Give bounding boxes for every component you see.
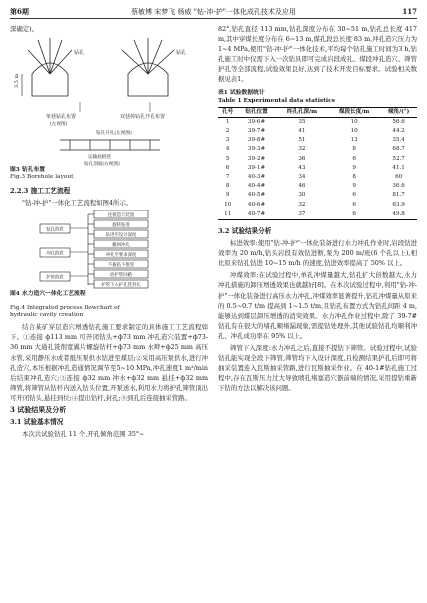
table-cell: 60 [395, 173, 403, 180]
fig4-caption-en-2: hydraulic cavity creation [10, 312, 84, 319]
col-header: 倾角/(°) [380, 107, 417, 117]
table-row [218, 155, 417, 164]
table-cell: 41.1 [392, 164, 405, 171]
bottom-label-section: 钻孔剖面(右视图) [84, 162, 120, 167]
table-cell: 10 [350, 127, 358, 134]
table-cell: 3 [225, 137, 230, 144]
col-header: 终孔孔深/m [276, 107, 328, 117]
label-hole-left: 钻孔 [74, 50, 85, 57]
table-cell: 36 [298, 155, 306, 162]
table-cell: 56.6 [392, 118, 405, 125]
experimental-data-table [218, 107, 417, 220]
borehole-layout-diagram [10, 36, 208, 166]
table-cell: 51 [298, 137, 306, 144]
table-cell: 6 [352, 192, 356, 199]
flow-step: 撤回冲孔 [112, 243, 130, 249]
figure-3 [10, 36, 208, 184]
table-cell: 39-3# [247, 146, 266, 153]
table-cell: 39-8# [247, 137, 266, 144]
running-header [10, 6, 417, 19]
issue-number: 第6期 [10, 7, 29, 16]
table-cell: 46 [298, 183, 306, 190]
fig4-caption-en-1: Fig.4 Integrated process flowchart of [10, 305, 120, 312]
table-cell: 35.4 [392, 137, 405, 144]
table-cell: 8 [352, 173, 356, 180]
table-cell: 39-6# [247, 118, 266, 125]
table-cell: 35 [298, 118, 306, 125]
table-cell: 10 [224, 201, 232, 208]
label-hole-right: 钻孔 [176, 50, 187, 57]
bottom-label-roadway: 运输底板巷 [88, 155, 111, 161]
right-column [218, 24, 417, 396]
table-cell: 52.7 [392, 155, 405, 162]
flow-step: 钻进至设计深度 [105, 233, 137, 239]
flow-intro: "钻-冲-护"一体化工艺流程如图4所示。 [22, 199, 133, 208]
table-cell: 39-7# [247, 127, 266, 134]
running-title: 蔡敏博 宋梦飞 杨威 "钻-冲-护"一体化成孔技术及应用 [131, 8, 296, 16]
table-cell: 30 [298, 192, 306, 199]
flow-step: 连接造穴装置 [107, 213, 135, 219]
flow-step: 护管下入护孔管封孔 [101, 283, 141, 289]
fig3-caption-en: Fig.3 Borehole layout [10, 174, 74, 181]
col-header: 钻孔位置 [237, 107, 276, 117]
table-cell: 32 [298, 201, 306, 208]
table-cell: 37 [276, 210, 328, 220]
section-2-2-3: 2.2.3 施工工艺流程 [10, 187, 71, 196]
table-cell: 68.7 [392, 146, 405, 153]
left-tunnel [28, 38, 72, 96]
continued-paragraph: 82°,钻孔直径 113 mm,钻孔深度分布在 30~51 m,钻孔总长度 417 m,其中穿煤长度分布在 6~13 m,煤孔段总长度 83 m,冲孔造穴压力为 1~4 MPa,使用"钻-冲-护"一体化技术,平均每个钻孔施工时间为3 h,钻孔施工时中仅需下入一次钻具即可完成岩段成孔、煤段冲孔造穴、筛管护孔等全部流程,试验效果良好,达到了技术开发目标要求。试验相关数据见表1。 [218, 25, 417, 84]
table-body [218, 117, 417, 219]
table-cell: 6 [225, 164, 230, 171]
drilling-efficiency-paragraph: 标进效率:使用"钻-冲-护"一体化装备进行水力冲孔作业时,岩段钻进效率为 20 m/h,钻头岩段有效钻进断,泵为 200 m/班(6 个孔以上),相比原来钻孔钻进 10~15 m/h 的速度,钻进效率提高了 50% 以上。 [218, 239, 417, 268]
table-cell: 40-5# [247, 192, 266, 199]
scale-label: 3.5 m [14, 73, 20, 89]
section-3-1-heading: 3.1 试验基本情况 [10, 418, 64, 427]
callout-single-tunnel: 单巷钻孔布置 [46, 114, 77, 121]
table-cell: 63.9 [392, 201, 405, 208]
table1-caption-en: Table 1 Experimental data statistics [218, 97, 335, 104]
table-row [218, 210, 417, 220]
table-cell: 32 [298, 146, 306, 153]
col-header: 煤段长度/m [328, 107, 380, 117]
group-casing: 护管阶段 [46, 275, 64, 281]
table-cell: 41 [298, 127, 306, 134]
table-row [218, 164, 417, 173]
left-column [10, 24, 208, 441]
hole-opening-label: 钻孔开孔(左视图) [96, 131, 132, 137]
table-row [218, 136, 417, 145]
table-cell: 81.7 [392, 192, 405, 199]
fig3-caption-cn: 图3 钻孔布置 [10, 167, 46, 174]
table-row [218, 173, 417, 182]
callout-double-tunnel: 双巷掉钻孔开孔布置 [120, 114, 166, 121]
table-cell: 5 [225, 155, 230, 162]
col-header: 孔号 [218, 107, 237, 117]
table-row [218, 145, 417, 154]
flow-step: 冲孔至要求深度 [105, 253, 137, 259]
page-number: 117 [402, 7, 417, 16]
table-cell: 39-2# [247, 155, 266, 162]
table-row [218, 127, 417, 136]
flow-step: 放护管回路 [110, 273, 132, 279]
table-cell: 9 [352, 164, 356, 171]
right-tunnel [122, 38, 174, 96]
flow-step: 旋转钻进 [112, 223, 130, 229]
callout-left-view: (左视图) [50, 122, 68, 128]
table-cell: 11 [218, 210, 237, 220]
table-cell: 36.6 [392, 183, 405, 190]
section-3-heading: 3 试验结果及分析 [10, 405, 67, 415]
table-row [218, 201, 417, 210]
section-3-2-heading: 3.2 试验结果分析 [218, 227, 272, 235]
table-cell: 9 [352, 183, 356, 190]
table-cell: 8 [352, 146, 356, 153]
table-cell: 49.8 [380, 210, 417, 220]
table1-caption-cn: 表1 试验数据统计 [218, 89, 265, 96]
table-cell: 2 [225, 127, 230, 134]
table-cell: 6 [328, 210, 380, 220]
table-cell: 6 [352, 201, 356, 208]
intro-line: 深确定)。 [10, 25, 39, 33]
table-cell: 40-4# [247, 183, 266, 190]
flow-step: 不拔钻下推管 [107, 263, 135, 269]
section-3-1-paragraph: 本次共试验钻孔 11 个,开孔倾角范围 35°~ [22, 430, 145, 439]
table-cell: 39-1# [247, 164, 266, 171]
table-row [218, 182, 417, 191]
roadway-section [60, 140, 160, 150]
table-cell: 4 [225, 146, 230, 153]
process-paragraph: 结合某矿穿层造穴增透钻孔施工要求制定的具体施工工艺流程如下。①连接 ф113 mm 可开闭钻头+ф73 mm 冲孔造穴装置+ф73-36 mm 大通孔铣削宽翼片螺旋钻杆+ф73 mm 水辫+ф25 mm 高压水管,采用静压水或者抵压泵供水钻进至煤层;②采用高压泵供水,进行冲孔造穴,本压根据冲孔造通情况调节至5~10 MPa,冲孔速度1 m³/min 后结束冲孔造穴;③连接 ф32 mm 冲水+ф32 mm 悬挂+ф32 mm 筛管,将筛管从钻杆内送入钻头位置,开泵送水,利用水力将护孔筛管顶出可开闭钻头,悬挂到位;④提出钻杆,封孔;⑤到孔后连接抽采管路。 [10, 323, 208, 402]
group-flushing: 冲孔阶段 [46, 251, 64, 257]
table-cell: 13 [350, 137, 358, 144]
table-header-row [218, 107, 417, 117]
table-row [218, 117, 417, 127]
table-cell: 40-7# [237, 210, 276, 220]
table-cell: 8 [225, 183, 230, 190]
table-cell: 40-3# [247, 173, 266, 180]
table-cell: 10 [350, 118, 358, 125]
table-cell: 43 [298, 164, 306, 171]
table-cell: 9 [225, 192, 230, 199]
table-cell: 7 [225, 173, 230, 180]
group-drilling: 钻孔阶段 [46, 227, 64, 233]
figure-4 [10, 210, 208, 308]
table-cell: 34 [298, 173, 306, 180]
fig4-caption-cn: 图4 水力造穴一体化工艺流程 [10, 291, 86, 298]
flushing-efficiency-paragraph: 冲煤效率:在试验过程中,单孔冲煤量越大,钻孔扩大倍数越大,水力冲孔措施的卸压增透效果也就越好[8]。在本次试验过程中,利用"钻-冲-护"一体化装备进行高压水力冲孔,冲煤效率显著提升,钻孔冲煤量从原来的 0.5~0.7 t/m 提高到 1~1.5 t/m,且钻孔布置方式为钻孔间距 4 m,能够达到煤层卸压增透的消突效果。水力冲孔作业过程中,除了 39-7#钻孔有在很大的堵孔顺堵漏现象,需提钻处理外,其他试验钻孔均顺利冲孔、冲孔成功率在 95% 以上。 [218, 271, 417, 340]
process-flowchart [10, 210, 208, 290]
screen-depth-paragraph: 筛管下入深度:水力冲孔之后,直接不提钻下筛管。试验过程中,试验钻孔能实现全段下筛管,筛管均下入设计深度,且检测结果护孔后即可将抽采装置连入瓦斯抽采管路,进行瓦斯抽采作业。在 40-1#钻孔施工过程中,存在瓦斯压力过大导致喷孔堵塞造穴器前端的情况,采用提钻重新下钻的方法以解决该问题。 [218, 344, 417, 393]
table-cell: 1 [225, 118, 230, 125]
table-cell: 40-6# [247, 201, 266, 208]
table-cell: 44.2 [392, 127, 405, 134]
table-row [218, 191, 417, 200]
table-cell: 6 [352, 155, 356, 162]
